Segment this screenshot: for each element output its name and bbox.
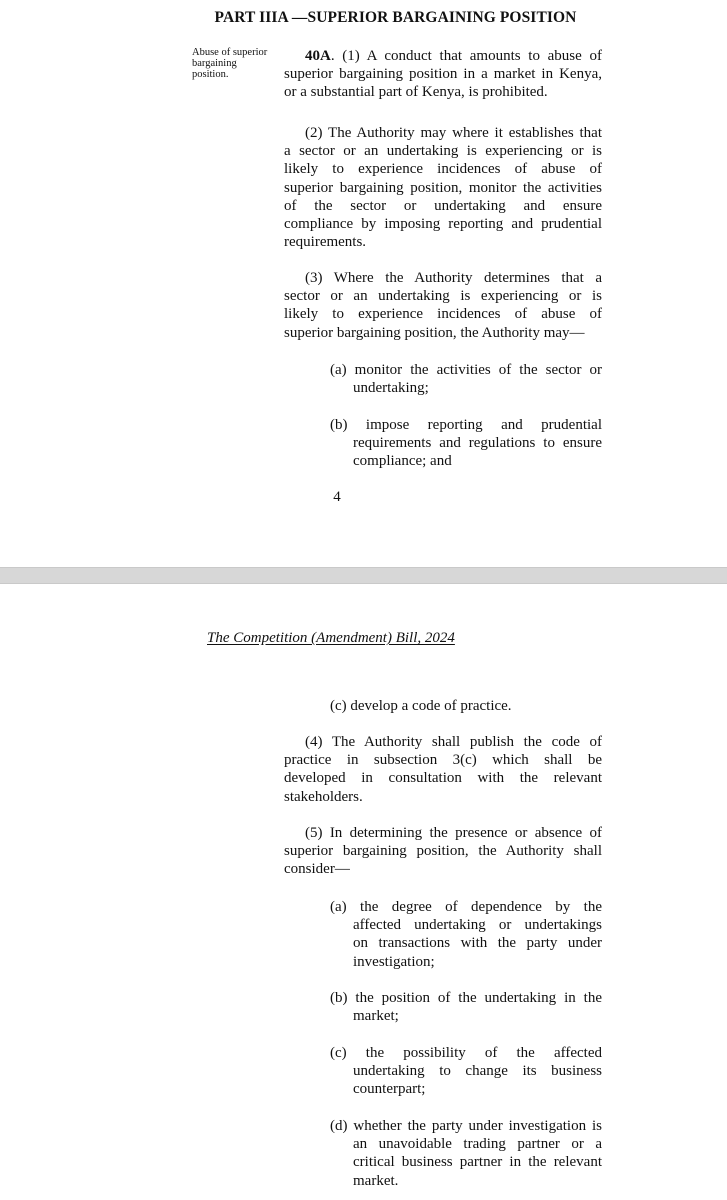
section-40a-subsection-1 bbox=[284, 47, 602, 102]
paragraph-line: market; bbox=[353, 1008, 399, 1025]
paragraph-line: likely to experience incidences of abuse of bbox=[284, 161, 602, 178]
paragraph-line: (2) The Authority may where it establishes that bbox=[305, 125, 602, 141]
paragraph-line: an unavoidable trading partner or a bbox=[353, 1136, 602, 1153]
subsection-5 bbox=[284, 824, 602, 879]
paragraph-line: (a) monitor the activities of the sector or bbox=[330, 362, 602, 378]
paragraph-line: practice in subsection 3(c) which shall be bbox=[284, 752, 602, 769]
subsection-3-item-a bbox=[330, 361, 602, 397]
paragraph-line: on transactions with the party under bbox=[353, 935, 602, 952]
page-number: 4 bbox=[333, 489, 341, 505]
paragraph-line: (d) whether the party under investigation is bbox=[330, 1118, 602, 1134]
paragraph-line: consider— bbox=[284, 861, 350, 878]
subsection-3 bbox=[284, 269, 602, 342]
part-heading: PART IIIA —SUPERIOR BARGAINING POSITION bbox=[214, 9, 577, 26]
paragraph-line: critical business partner in the relevant bbox=[353, 1154, 602, 1171]
subsection-2 bbox=[284, 124, 602, 251]
marginal-note: Abuse of superior bargaining position. bbox=[192, 47, 268, 80]
paragraph-line: counterpart; bbox=[353, 1081, 426, 1098]
paragraph-line: likely to experience incidences of abuse of bbox=[284, 306, 602, 323]
paragraph-line: requirements and regulations to ensure bbox=[353, 435, 602, 452]
paragraph-line: (c) the possibility of the affected bbox=[330, 1045, 602, 1061]
paragraph-line: (3) Where the Authority determines that a bbox=[305, 270, 602, 286]
paragraph-line: superior bargaining position, the Authority shall bbox=[284, 843, 602, 860]
paragraph-line: superior bargaining position, monitor the activities bbox=[284, 179, 602, 196]
paragraph-line: (c) develop a code of practice. bbox=[330, 698, 512, 714]
subsection-5-item-d bbox=[330, 1117, 602, 1190]
paragraph-line: (b) the position of the undertaking in the bbox=[330, 990, 602, 1006]
paragraph-line: stakeholders. bbox=[284, 788, 363, 805]
subsection-3-item-b bbox=[330, 416, 602, 471]
paragraph-line: compliance; and bbox=[353, 453, 452, 470]
paragraph-line: or a substantial part of Kenya, is prohibited. bbox=[284, 84, 548, 101]
paragraph-line: investigation; bbox=[353, 953, 435, 970]
paragraph-line: (5) In determining the presence or absence of bbox=[305, 825, 602, 841]
running-head-title: The Competition (Amendment) Bill, 2024 bbox=[207, 630, 455, 646]
paragraph-line: superior bargaining position, the Authority may— bbox=[284, 324, 585, 341]
page-separator bbox=[0, 567, 727, 584]
paragraph-line: a sector or an undertaking is experiencing or is bbox=[284, 143, 602, 160]
paragraph-line: sector or an undertaking is experiencing or is bbox=[284, 288, 602, 305]
paragraph-line: compliance by imposing reporting and prudential bbox=[284, 216, 602, 233]
paragraph-line: of the sector or undertaking and ensure bbox=[284, 197, 602, 214]
document-page-1 bbox=[0, 0, 727, 567]
paragraph-line: superior bargaining position in a market in Kenya, bbox=[284, 66, 602, 83]
paragraph-line: (b) impose reporting and prudential bbox=[330, 417, 602, 433]
paragraph-line: affected undertaking or undertakings bbox=[353, 917, 602, 934]
document-page-2 bbox=[0, 584, 727, 1200]
subsection-5-item-a bbox=[330, 898, 602, 971]
subsection-5-item-c bbox=[330, 1044, 602, 1099]
subsection-4 bbox=[284, 733, 602, 806]
section-number: 40A bbox=[305, 48, 331, 64]
paragraph-line: requirements. bbox=[284, 234, 367, 251]
section-40a-first-line: 40A. (1) A conduct that amounts to abuse of bbox=[305, 48, 602, 64]
paragraph-line: (4) The Authority shall publish the code of bbox=[305, 734, 602, 750]
subsection-3-item-c bbox=[330, 697, 602, 715]
subsection-5-item-b bbox=[330, 989, 602, 1025]
paragraph-line: (a) the degree of dependence by the bbox=[330, 899, 602, 915]
paragraph-line: developed in consultation with the relevant bbox=[284, 770, 602, 787]
paragraph-line: undertaking to change its business bbox=[353, 1063, 602, 1080]
paragraph-line: market. bbox=[353, 1172, 399, 1189]
paragraph-line: undertaking; bbox=[353, 380, 429, 397]
